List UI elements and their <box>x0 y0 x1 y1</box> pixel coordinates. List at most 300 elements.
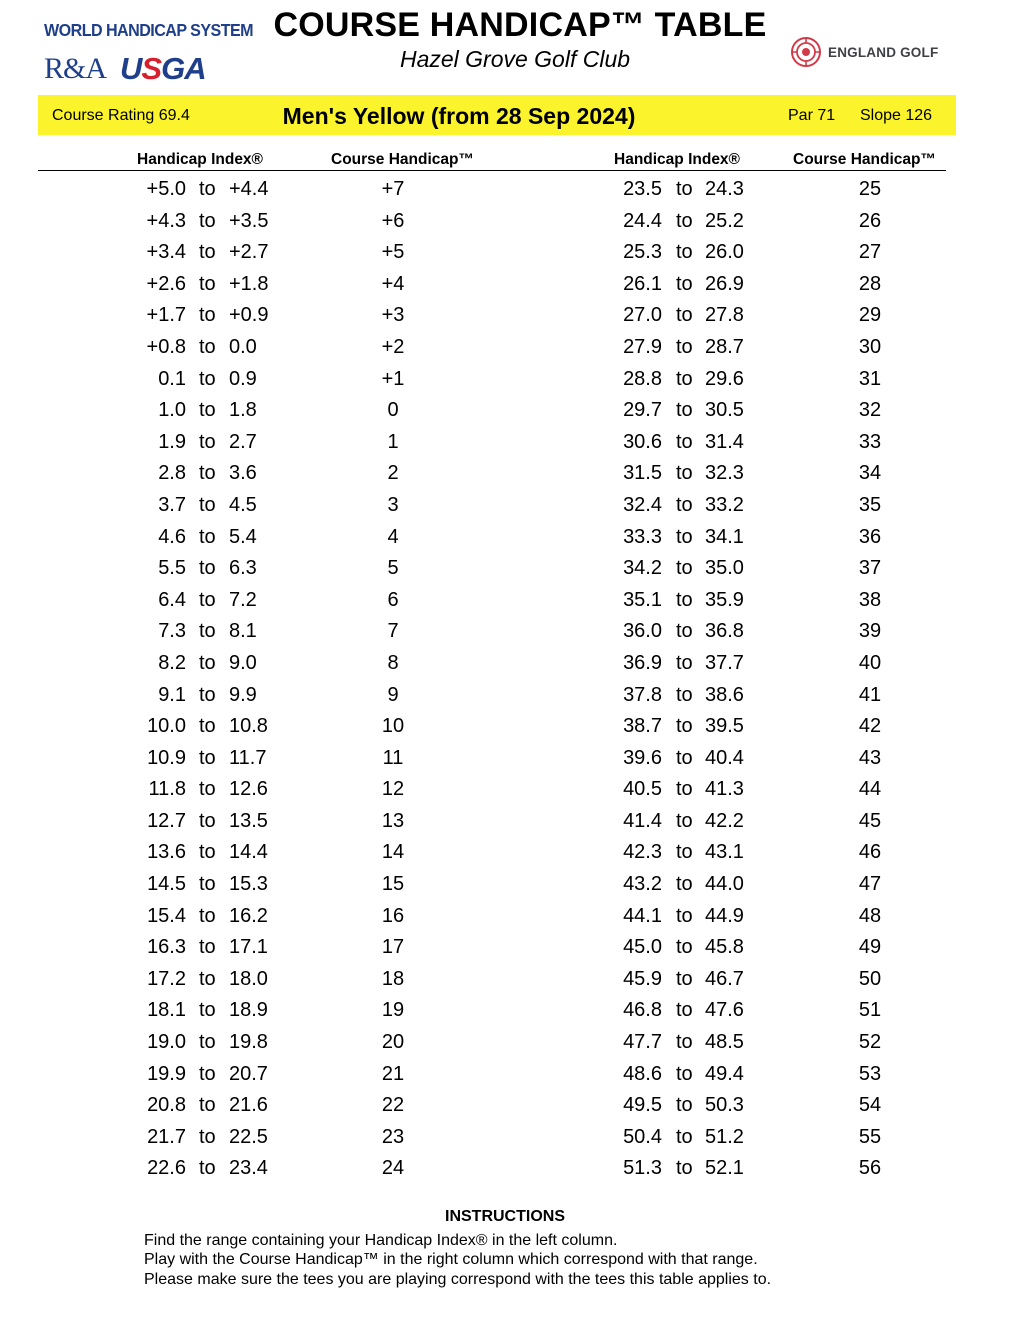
left-index-to: 14.4 <box>229 841 268 864</box>
right-to-word: to <box>676 936 693 959</box>
left-index-to: 17.1 <box>229 936 268 959</box>
right-index-from: 31.5 <box>623 462 662 485</box>
right-index-to: 44.0 <box>705 873 744 896</box>
left-course-handicap: 16 <box>381 904 405 927</box>
right-course-handicap: 26 <box>858 209 882 232</box>
left-course-handicap: +6 <box>381 209 405 232</box>
left-index-from: 11.8 <box>148 778 186 801</box>
left-index-to: 8.1 <box>229 620 257 643</box>
right-index-from: 43.2 <box>623 873 662 896</box>
left-index-to: 11.7 <box>229 746 267 769</box>
table-row <box>0 1059 1010 1091</box>
left-index-from: 19.9 <box>147 1062 186 1085</box>
left-index-to: +3.5 <box>229 209 269 232</box>
right-to-word: to <box>676 620 693 643</box>
left-course-handicap: 2 <box>387 462 399 485</box>
table-row <box>0 237 1010 269</box>
right-to-word: to <box>676 525 693 548</box>
left-index-from: 17.2 <box>147 967 186 990</box>
page-title: COURSE HANDICAP™ TABLE <box>273 6 767 44</box>
table-row <box>0 1153 1010 1185</box>
left-to-word: to <box>199 1062 216 1085</box>
right-course-handicap: 38 <box>858 588 882 611</box>
partner-logos <box>44 51 224 87</box>
right-course-handicap: 45 <box>858 809 882 832</box>
usga-wordmark: USGA <box>120 51 206 86</box>
left-to-word: to <box>199 999 216 1022</box>
right-index-to: 35.0 <box>705 557 744 580</box>
whs-logo <box>44 20 254 87</box>
right-course-handicap: 43 <box>858 746 882 769</box>
left-course-handicap: 9 <box>387 683 399 706</box>
left-index-from: 8.2 <box>158 651 186 674</box>
left-index-to: 18.0 <box>229 967 268 990</box>
left-index-to: 2.7 <box>229 430 257 453</box>
right-index-to: 49.4 <box>705 1062 744 1085</box>
right-course-handicap: 33 <box>858 430 882 453</box>
table-row <box>0 522 1010 554</box>
table-row <box>0 616 1010 648</box>
left-course-handicap: +5 <box>381 241 405 264</box>
left-index-from: 10.0 <box>147 715 186 738</box>
right-index-from: 47.7 <box>623 1031 662 1054</box>
right-index-to: 48.5 <box>705 1031 744 1054</box>
right-index-to: 31.4 <box>705 430 744 453</box>
left-course-handicap: +2 <box>381 335 405 358</box>
table-row <box>0 774 1010 806</box>
table-row <box>0 553 1010 585</box>
right-course-handicap: 27 <box>858 241 882 264</box>
tee-label: Men's Yellow (from 28 Sep 2024) <box>282 103 636 129</box>
right-to-word: to <box>676 1062 693 1085</box>
right-course-handicap: 34 <box>858 462 882 485</box>
left-index-from: 4.6 <box>158 525 186 548</box>
left-index-from: 16.3 <box>147 936 186 959</box>
left-course-handicap: 3 <box>387 493 399 516</box>
left-index-to: 9.0 <box>229 651 257 674</box>
left-course-handicap: 4 <box>387 525 399 548</box>
left-course-heading: Course Handicap™ <box>331 151 474 168</box>
right-to-word: to <box>676 209 693 232</box>
table-row <box>0 901 1010 933</box>
right-to-word: to <box>676 557 693 580</box>
right-course-handicap: 51 <box>858 999 882 1022</box>
left-index-from: 20.8 <box>147 1094 186 1117</box>
left-index-from: 22.6 <box>147 1157 186 1180</box>
right-to-word: to <box>676 999 693 1022</box>
table-row <box>0 427 1010 459</box>
left-course-handicap: +4 <box>381 272 405 295</box>
table-row <box>0 174 1010 206</box>
table-row <box>0 300 1010 332</box>
right-index-to: 45.8 <box>705 936 744 959</box>
left-course-handicap: 1 <box>387 430 399 453</box>
left-to-word: to <box>199 746 216 769</box>
right-index-to: 39.5 <box>705 715 744 738</box>
right-index-to: 29.6 <box>705 367 744 390</box>
table-row <box>0 932 1010 964</box>
right-course-handicap: 39 <box>858 620 882 643</box>
instruction-line: Please make sure the tees you are playing correspond with the tees this table applies to. <box>144 1270 772 1288</box>
right-course-handicap: 52 <box>858 1031 882 1054</box>
right-index-from: 32.4 <box>623 493 662 516</box>
right-index-from: 25.3 <box>623 241 662 264</box>
instruction-line: Find the range containing your Handicap Index® in the left column. <box>144 1232 618 1249</box>
left-index-to: 15.3 <box>229 873 268 896</box>
left-to-word: to <box>199 651 216 674</box>
left-course-handicap: 14 <box>381 841 405 864</box>
right-index-from: 34.2 <box>623 557 662 580</box>
left-to-word: to <box>199 683 216 706</box>
right-index-to: 25.2 <box>705 209 744 232</box>
right-course-handicap: 49 <box>858 936 882 959</box>
right-course-handicap: 31 <box>858 367 882 390</box>
left-course-handicap: 19 <box>381 999 405 1022</box>
left-course-handicap: +3 <box>381 304 405 327</box>
table-row <box>0 837 1010 869</box>
right-to-word: to <box>676 904 693 927</box>
right-index-to: 24.3 <box>705 178 744 200</box>
left-index-to: 18.9 <box>229 999 268 1022</box>
right-index-to: 40.4 <box>705 746 744 769</box>
left-course-handicap: 12 <box>381 778 405 801</box>
left-course-handicap: 10 <box>381 715 405 738</box>
left-to-word: to <box>199 715 216 738</box>
left-index-to: 4.5 <box>229 493 257 516</box>
right-to-word: to <box>676 1031 693 1054</box>
right-index-to: 30.5 <box>705 399 744 422</box>
table-row <box>0 743 1010 775</box>
left-index-to: 7.2 <box>229 588 257 611</box>
left-index-to: 12.6 <box>229 778 268 801</box>
right-index-to: 37.7 <box>705 651 744 674</box>
table-row <box>0 364 1010 396</box>
left-index-from: +5.0 <box>146 178 186 200</box>
par-value: Par 71 <box>788 107 836 124</box>
left-index-from: 13.6 <box>147 841 186 864</box>
left-to-word: to <box>199 1031 216 1054</box>
left-course-handicap: 11 <box>382 746 404 769</box>
table-row <box>0 395 1010 427</box>
right-index-from: 46.8 <box>623 999 662 1022</box>
right-index-to: 52.1 <box>705 1157 744 1180</box>
left-to-word: to <box>199 525 216 548</box>
left-index-from: 12.7 <box>147 809 186 832</box>
right-course-heading: Course Handicap™ <box>793 151 936 168</box>
left-index-to: 23.4 <box>229 1157 268 1180</box>
left-index-to: 22.5 <box>229 1125 268 1148</box>
right-course-handicap: 44 <box>858 778 882 801</box>
right-to-word: to <box>676 430 693 453</box>
left-course-handicap: 15 <box>381 873 405 896</box>
right-index-from: 50.4 <box>623 1125 662 1148</box>
left-index-from: 14.5 <box>147 873 186 896</box>
left-to-word: to <box>199 620 216 643</box>
left-course-handicap: 0 <box>387 399 399 422</box>
table-row <box>0 680 1010 712</box>
right-index-from: 29.7 <box>623 399 662 422</box>
right-index-to: 42.2 <box>705 809 744 832</box>
right-to-word: to <box>676 367 693 390</box>
right-index-to: 41.3 <box>705 778 744 801</box>
right-index-to: 46.7 <box>705 967 744 990</box>
club-name: Hazel Grove Golf Club <box>399 46 631 72</box>
left-index-from: 21.7 <box>147 1125 186 1148</box>
right-to-word: to <box>676 746 693 769</box>
left-index-from: 1.9 <box>158 430 186 453</box>
right-index-from: 39.6 <box>623 746 662 769</box>
right-index-from: 33.3 <box>623 525 662 548</box>
instructions-text <box>144 1231 771 1289</box>
left-index-to: +2.7 <box>229 241 269 264</box>
left-index-to: 16.2 <box>229 904 268 927</box>
left-index-to: 13.5 <box>229 809 268 832</box>
right-index-from: 36.9 <box>623 651 662 674</box>
right-to-word: to <box>676 1094 693 1117</box>
right-course-handicap: 32 <box>858 399 882 422</box>
right-to-word: to <box>676 304 693 327</box>
right-index-to: 27.8 <box>705 304 744 327</box>
left-to-word: to <box>199 778 216 801</box>
right-course-handicap: 54 <box>858 1094 882 1117</box>
left-index-to: 6.3 <box>229 557 257 580</box>
left-to-word: to <box>199 209 216 232</box>
left-course-handicap: 8 <box>387 651 399 674</box>
right-to-word: to <box>676 683 693 706</box>
right-to-word: to <box>676 967 693 990</box>
left-to-word: to <box>199 430 216 453</box>
right-index-to: 51.2 <box>705 1125 744 1148</box>
left-index-from: +0.8 <box>146 335 186 358</box>
left-course-handicap: 22 <box>381 1094 405 1117</box>
right-index-to: 35.9 <box>705 588 744 611</box>
right-index-from: 45.0 <box>623 936 662 959</box>
right-course-handicap: 28 <box>858 272 882 295</box>
right-course-handicap: 35 <box>858 493 882 516</box>
right-index-to: 50.3 <box>705 1094 744 1117</box>
right-index-from: 26.1 <box>623 272 662 295</box>
left-to-word: to <box>199 873 216 896</box>
instruction-line: Play with the Course Handicap™ in the right column which correspond with that range. <box>144 1251 758 1269</box>
right-index-to: 38.6 <box>705 683 744 706</box>
left-to-word: to <box>199 588 216 611</box>
left-index-from: 0.1 <box>158 367 186 390</box>
left-to-word: to <box>199 399 216 422</box>
right-index-heading: Handicap Index® <box>614 151 740 168</box>
left-to-word: to <box>199 936 216 959</box>
right-index-from: 44.1 <box>623 904 662 927</box>
left-index-to: +4.4 <box>229 178 269 200</box>
left-index-from: 18.1 <box>147 999 186 1022</box>
right-index-from: 24.4 <box>623 209 662 232</box>
right-to-word: to <box>676 493 693 516</box>
usga-logo <box>120 51 206 87</box>
right-to-word: to <box>676 651 693 674</box>
right-to-word: to <box>676 272 693 295</box>
left-index-to: 21.6 <box>229 1094 268 1117</box>
left-index-heading: Handicap Index® <box>137 151 263 168</box>
table-row <box>0 332 1010 364</box>
left-to-word: to <box>199 841 216 864</box>
right-course-handicap: 50 <box>858 967 882 990</box>
handicap-table <box>0 174 1010 1185</box>
table-row <box>0 648 1010 680</box>
left-index-to: 0.0 <box>229 335 257 358</box>
right-course-handicap: 46 <box>858 841 882 864</box>
left-course-handicap: 13 <box>381 809 405 832</box>
left-to-word: to <box>199 178 216 200</box>
tee-info-band <box>38 95 956 135</box>
left-to-word: to <box>199 809 216 832</box>
right-course-handicap: 47 <box>858 873 882 896</box>
left-index-from: 3.7 <box>158 493 186 516</box>
right-course-handicap: 55 <box>858 1125 882 1148</box>
table-row <box>0 458 1010 490</box>
rose-icon <box>790 36 822 68</box>
right-to-word: to <box>676 841 693 864</box>
england-golf-logo <box>790 36 938 68</box>
left-index-from: 19.0 <box>147 1031 186 1054</box>
ra-logo: R&A <box>44 52 107 85</box>
left-to-word: to <box>199 557 216 580</box>
header-divider <box>38 170 946 171</box>
left-index-to: 3.6 <box>229 462 257 485</box>
right-to-word: to <box>676 178 693 200</box>
right-index-to: 26.0 <box>705 241 744 264</box>
right-course-handicap: 37 <box>858 557 882 580</box>
left-to-word: to <box>199 304 216 327</box>
right-index-from: 49.5 <box>623 1094 662 1117</box>
right-to-word: to <box>676 715 693 738</box>
right-index-from: 51.3 <box>623 1157 662 1180</box>
right-course-handicap: 48 <box>858 904 882 927</box>
left-course-handicap: 21 <box>381 1062 405 1085</box>
table-row <box>0 490 1010 522</box>
left-index-to: 19.8 <box>229 1031 268 1054</box>
left-index-from: +4.3 <box>146 209 186 232</box>
instructions-heading: INSTRUCTIONS <box>445 1208 565 1225</box>
course-rating: Course Rating 69.4 <box>52 107 190 124</box>
right-index-from: 36.0 <box>623 620 662 643</box>
left-to-word: to <box>199 904 216 927</box>
left-index-to: 5.4 <box>229 525 257 548</box>
left-index-from: 2.8 <box>158 462 186 485</box>
right-index-to: 43.1 <box>705 841 744 864</box>
left-course-handicap: +7 <box>381 178 405 200</box>
right-index-from: 38.7 <box>623 715 662 738</box>
left-course-handicap: 18 <box>381 967 405 990</box>
left-to-word: to <box>199 367 216 390</box>
right-index-from: 27.9 <box>623 335 662 358</box>
left-to-word: to <box>199 1094 216 1117</box>
left-course-handicap: 23 <box>381 1125 405 1148</box>
table-row <box>0 995 1010 1027</box>
right-to-word: to <box>676 241 693 264</box>
left-index-to: 10.8 <box>229 715 268 738</box>
right-to-word: to <box>676 778 693 801</box>
left-course-handicap: 7 <box>387 620 399 643</box>
right-course-handicap: 25 <box>858 178 882 200</box>
left-to-word: to <box>199 335 216 358</box>
left-course-handicap: 6 <box>387 588 399 611</box>
right-to-word: to <box>676 588 693 611</box>
right-index-from: 27.0 <box>623 304 662 327</box>
right-course-handicap: 40 <box>858 651 882 674</box>
table-row <box>0 1027 1010 1059</box>
right-index-from: 30.6 <box>623 430 662 453</box>
table-row <box>0 964 1010 996</box>
right-index-to: 32.3 <box>705 462 744 485</box>
right-index-to: 47.6 <box>705 999 744 1022</box>
right-index-to: 33.2 <box>705 493 744 516</box>
slope-value: Slope 126 <box>860 107 933 124</box>
left-index-from: +3.4 <box>146 241 186 264</box>
right-index-from: 23.5 <box>623 178 662 200</box>
right-index-from: 42.3 <box>623 841 662 864</box>
right-index-from: 45.9 <box>623 967 662 990</box>
right-index-from: 37.8 <box>623 683 662 706</box>
right-to-word: to <box>676 809 693 832</box>
left-index-from: +1.7 <box>146 304 186 327</box>
left-course-handicap: 24 <box>381 1157 405 1180</box>
table-row <box>0 869 1010 901</box>
table-row <box>0 269 1010 301</box>
left-index-from: 7.3 <box>158 620 186 643</box>
left-course-handicap: 20 <box>381 1031 405 1054</box>
table-row <box>0 1090 1010 1122</box>
right-course-handicap: 53 <box>858 1062 882 1085</box>
right-index-from: 35.1 <box>623 588 662 611</box>
left-index-from: 15.4 <box>147 904 186 927</box>
right-index-to: 36.8 <box>705 620 744 643</box>
right-to-word: to <box>676 335 693 358</box>
right-index-from: 48.6 <box>623 1062 662 1085</box>
right-index-from: 28.8 <box>623 367 662 390</box>
left-index-to: 1.8 <box>229 399 257 422</box>
right-course-handicap: 42 <box>858 715 882 738</box>
right-index-to: 28.7 <box>705 335 744 358</box>
right-course-handicap: 36 <box>858 525 882 548</box>
right-course-handicap: 56 <box>858 1157 882 1180</box>
right-index-from: 41.4 <box>623 809 662 832</box>
table-row <box>0 711 1010 743</box>
left-to-word: to <box>199 241 216 264</box>
table-row <box>0 806 1010 838</box>
right-index-to: 34.1 <box>705 525 744 548</box>
left-to-word: to <box>199 462 216 485</box>
right-index-to: 44.9 <box>705 904 744 927</box>
left-index-to: +1.8 <box>229 272 269 295</box>
left-index-from: 10.9 <box>147 746 186 769</box>
left-index-to: 20.7 <box>229 1062 268 1085</box>
left-to-word: to <box>199 1125 216 1148</box>
left-index-from: 9.1 <box>158 683 186 706</box>
right-course-handicap: 41 <box>858 683 882 706</box>
right-index-to: 26.9 <box>705 272 744 295</box>
left-index-from: 1.0 <box>158 399 186 422</box>
left-index-to: 9.9 <box>229 683 257 706</box>
table-row <box>0 1122 1010 1154</box>
left-to-word: to <box>199 1157 216 1180</box>
right-to-word: to <box>676 399 693 422</box>
right-to-word: to <box>676 873 693 896</box>
right-to-word: to <box>676 462 693 485</box>
table-row <box>0 206 1010 238</box>
right-to-word: to <box>676 1125 693 1148</box>
table-row <box>0 585 1010 617</box>
left-index-to: +0.9 <box>229 304 269 327</box>
right-to-word: to <box>676 1157 693 1180</box>
